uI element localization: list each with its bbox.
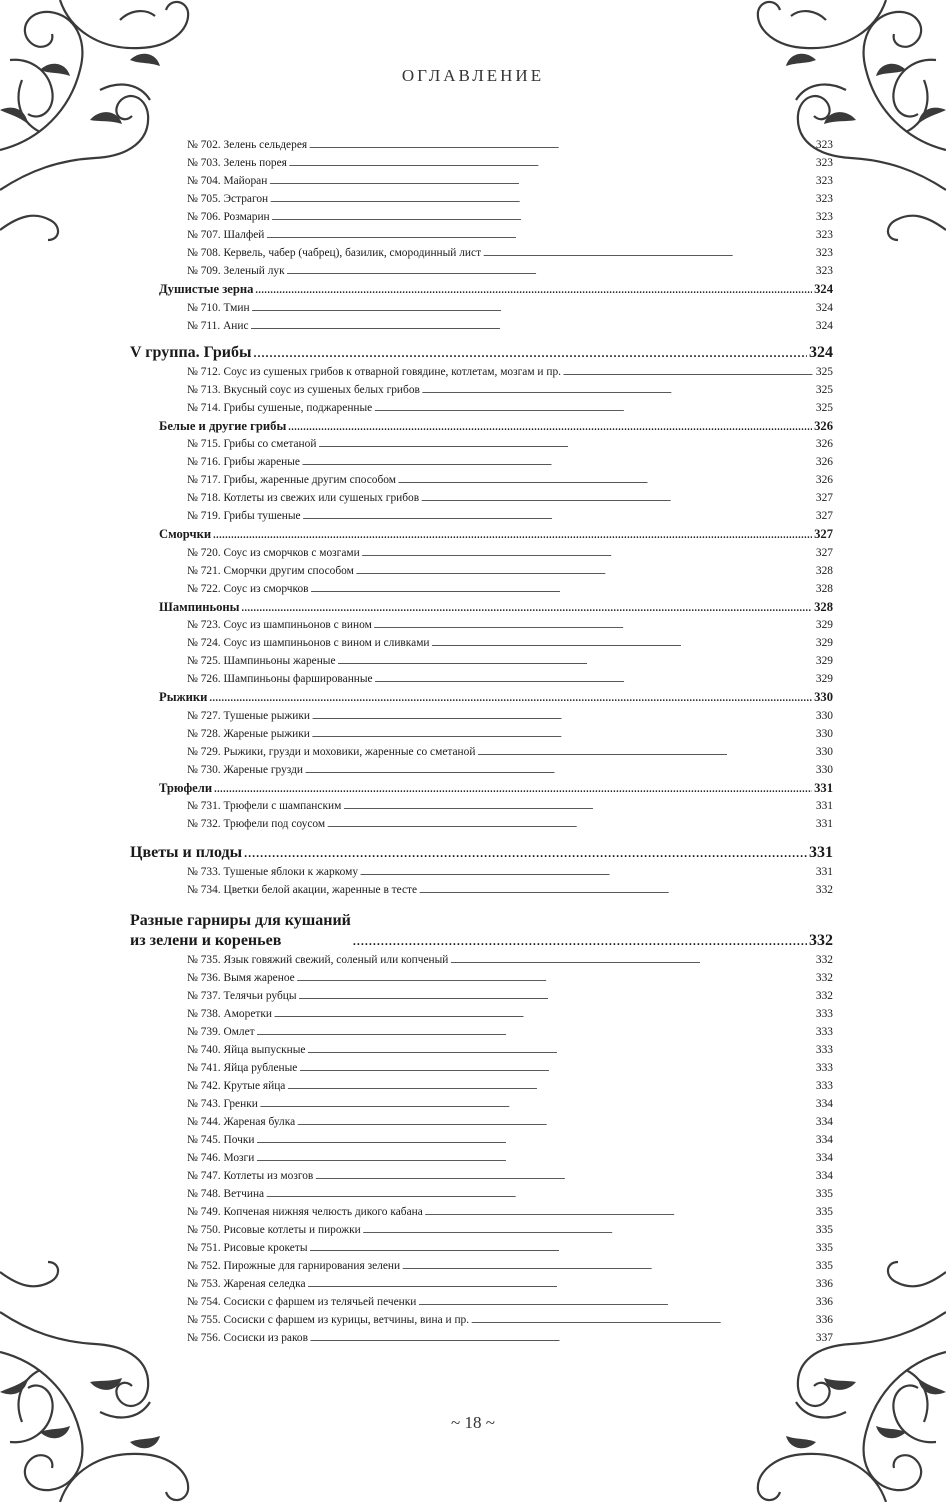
- toc-page-number: 323: [815, 175, 833, 187]
- toc-entry-title: Белые и другие грибы: [159, 418, 287, 433]
- toc-page-number: 333: [815, 1044, 833, 1056]
- toc-page-number: 327: [815, 492, 833, 504]
- toc-entry[interactable]: [130, 1149, 833, 1167]
- toc-entry-title: № 717. Грибы, жаренные другим способом: [187, 474, 396, 486]
- toc-entry-title: № 731. Трюфели с шампанским: [187, 800, 342, 812]
- toc-entry-title: № 727. Тушеные рыжики: [187, 709, 311, 722]
- toc-entry[interactable]: [130, 969, 833, 987]
- toc-entry[interactable]: [130, 299, 833, 317]
- toc-page-number: 332: [815, 972, 833, 984]
- toc-page-number: 323: [815, 229, 833, 241]
- toc-page-number: 329: [815, 637, 833, 649]
- toc-entry[interactable]: [130, 507, 833, 525]
- toc-page-number: 335: [815, 1206, 833, 1218]
- toc-entry[interactable]: [130, 1203, 833, 1221]
- toc-page-number: 326: [815, 474, 833, 486]
- toc-entry[interactable]: [130, 761, 833, 779]
- toc-page-number: 326: [814, 418, 833, 433]
- toc-entry-title: № 753. Жареная селедка: [187, 1278, 306, 1290]
- toc-entry[interactable]: [130, 987, 833, 1005]
- toc-entry[interactable]: [130, 562, 833, 580]
- toc-entry-title: № 732. Трюфели под соусом: [187, 818, 326, 830]
- toc-entry[interactable]: [130, 399, 833, 417]
- toc-entry[interactable]: [130, 190, 833, 208]
- toc-entry-title: № 754. Сосиски с фаршем из телячьей печенки: [187, 1296, 417, 1308]
- toc-entry-title: № 708. Кервель, чабер (чабрец), базилик, смородинный лист: [187, 247, 482, 259]
- toc-entry-title: № 730. Жареные грузди: [187, 763, 303, 776]
- toc-page-number: 326: [815, 438, 833, 450]
- dot-leader: [402, 1257, 814, 1276]
- page-number: ~ 18 ~: [451, 1413, 495, 1432]
- dot-leader: [255, 280, 812, 301]
- toc-entry-title: № 734. Цветки белой акации, жаренные в тесте: [187, 884, 418, 896]
- toc-entry[interactable]: [130, 1023, 833, 1041]
- dot-leader: [260, 1095, 814, 1114]
- dot-leader: [309, 136, 814, 155]
- dot-leader: [242, 598, 813, 619]
- dot-leader: [432, 634, 814, 653]
- dot-leader: [251, 317, 814, 336]
- toc-entry-title: Сморчки: [159, 527, 212, 541]
- toc-entry-title: № 744. Жареная булка: [187, 1116, 296, 1128]
- toc-page-number: 333: [815, 1080, 833, 1092]
- toc-page-number: 334: [815, 1134, 833, 1146]
- dot-leader: [287, 1077, 814, 1096]
- toc-entry[interactable]: [130, 471, 833, 489]
- toc-page-number: 330: [815, 763, 833, 776]
- dot-leader: [253, 343, 807, 363]
- toc-page-number: 325: [815, 401, 833, 414]
- dot-leader: [398, 471, 814, 490]
- dot-leader: [353, 931, 807, 951]
- dot-leader: [297, 969, 814, 988]
- toc-entry[interactable]: [130, 453, 833, 471]
- toc-page-number: 327: [815, 546, 833, 559]
- toc-entry-title: № 745. Почки: [187, 1134, 255, 1146]
- toc-entry[interactable]: [130, 652, 833, 670]
- toc-page-number: 334: [815, 1170, 833, 1182]
- toc-page-number: 330: [815, 745, 833, 758]
- toc-page-number: 331: [809, 844, 833, 861]
- dot-leader: [299, 987, 814, 1006]
- toc-entry[interactable]: [130, 580, 833, 598]
- toc-page-number: 330: [814, 690, 833, 704]
- toc-entry-title: № 747. Котлеты из мозгов: [187, 1170, 314, 1182]
- toc-page-number: 329: [815, 655, 833, 667]
- dot-leader: [327, 815, 814, 834]
- toc-page-number: 333: [815, 1008, 833, 1020]
- toc-page-number: 332: [809, 932, 833, 949]
- toc-entry-title: № 720. Соус из сморчков с мозгами: [187, 546, 360, 559]
- toc-page-number: 329: [815, 673, 833, 685]
- dot-leader: [374, 399, 814, 418]
- dot-leader: [318, 435, 813, 454]
- toc-entry[interactable]: [130, 1041, 833, 1059]
- toc-page-number: 323: [815, 247, 833, 259]
- toc-entry-title: № 735. Язык говяжий свежий, соленый или копченый: [187, 954, 449, 966]
- toc-entry-title: № 702. Зелень сельдерея: [187, 139, 308, 151]
- toc-entry[interactable]: [130, 1005, 833, 1023]
- dot-leader: [374, 616, 814, 635]
- toc-subsection[interactable]: [130, 779, 833, 798]
- dot-leader: [315, 1167, 814, 1186]
- dot-leader: [450, 951, 814, 970]
- dot-leader: [477, 743, 813, 762]
- toc-entry[interactable]: [130, 634, 833, 652]
- toc-entry-title: № 710. Тмин: [187, 301, 250, 314]
- toc-page-number: 332: [815, 990, 833, 1002]
- toc-entry-title: Душистые зерна: [159, 282, 254, 296]
- toc-entry[interactable]: [130, 544, 833, 562]
- toc-entry-title: V группа. Грибы: [130, 343, 252, 361]
- dot-leader: [363, 1221, 814, 1240]
- dot-leader: [311, 580, 814, 599]
- toc-entry-title: № 713. Вкусный соус из сушеных белых грибов: [187, 383, 420, 396]
- toc-entry-title: № 737. Телячьи рубцы: [187, 990, 297, 1002]
- toc-entry-title: № 723. Соус из шампиньонов с вином: [187, 619, 372, 631]
- toc-entry-title: Трюфели: [159, 780, 213, 795]
- dot-leader: [563, 363, 814, 382]
- toc-entry[interactable]: [130, 244, 833, 262]
- toc-page-number: 327: [814, 527, 833, 541]
- toc-entry-title: № 748. Ветчина: [187, 1188, 265, 1200]
- toc-entry-title: № 704. Майоран: [187, 175, 268, 187]
- toc-entry[interactable]: [130, 670, 833, 688]
- table-of-contents: [130, 136, 833, 1347]
- toc-page-number: 323: [815, 193, 833, 205]
- toc-page-number: 328: [814, 599, 833, 614]
- toc-page-number: 335: [815, 1224, 833, 1236]
- toc-entry-title: № 726. Шампиньоны фаршированные: [187, 673, 373, 685]
- dot-leader: [209, 688, 812, 709]
- toc-entry[interactable]: [130, 1167, 833, 1185]
- toc-page-number: 327: [815, 510, 833, 522]
- toc-page-number: 335: [815, 1260, 833, 1272]
- toc-page-number: 336: [815, 1314, 833, 1326]
- toc-page-number: 333: [815, 1062, 833, 1074]
- toc-entry-title: № 714. Грибы сушеные, поджаренные: [187, 401, 373, 414]
- toc-page-number: 329: [815, 619, 833, 631]
- dot-leader: [356, 562, 814, 581]
- toc-entry-title: № 751. Рисовые крокеты: [187, 1242, 308, 1254]
- toc-entry[interactable]: [130, 1185, 833, 1203]
- toc-entry[interactable]: [130, 1095, 833, 1113]
- dot-leader: [244, 843, 807, 863]
- dot-leader: [269, 172, 814, 191]
- toc-entry[interactable]: [130, 863, 833, 881]
- toc-page-number: 325: [815, 383, 833, 396]
- toc-entry[interactable]: [130, 363, 833, 381]
- toc-entry-title: № 712. Соус из сушеных грибов к отварной говядине, котлетам, мозгам и пр.: [187, 365, 561, 378]
- toc-entry[interactable]: [130, 1131, 833, 1149]
- dot-leader: [483, 244, 814, 263]
- toc-subsection[interactable]: [130, 280, 833, 299]
- toc-subsection[interactable]: [130, 688, 833, 707]
- toc-entry[interactable]: [130, 815, 833, 833]
- dot-leader: [252, 299, 814, 318]
- dot-leader: [214, 779, 812, 800]
- toc-entry-title: № 740. Яйца выпускные: [187, 1044, 306, 1056]
- toc-page-number: 323: [815, 211, 833, 223]
- dot-leader: [360, 863, 814, 882]
- toc-page-number: 324: [815, 301, 833, 314]
- toc-entry-title: № 721. Сморчки другим способом: [187, 564, 354, 577]
- toc-entry-title: № 729. Рыжики, грузди и моховики, жаренные со сметаной: [187, 745, 476, 758]
- toc-entry[interactable]: [130, 136, 833, 154]
- toc-entry-title: [130, 911, 351, 951]
- dot-leader: [375, 670, 814, 689]
- toc-page-number: 325: [815, 365, 833, 378]
- dot-leader: [338, 652, 814, 671]
- toc-entry-title: № 752. Пирожные для гарнирования зелени: [187, 1260, 401, 1272]
- toc-page-number: 330: [815, 727, 833, 740]
- toc-page-number: 335: [815, 1242, 833, 1254]
- toc-entry[interactable]: [130, 208, 833, 226]
- toc-page-number: 331: [815, 800, 833, 812]
- page-title: ОГЛАВЛЕНИЕ: [401, 66, 545, 85]
- toc-subsection[interactable]: [130, 417, 833, 436]
- toc-entry-title: № 728. Жареные рыжики: [187, 727, 310, 740]
- toc-page-number: 335: [815, 1188, 833, 1200]
- dot-leader: [303, 507, 814, 526]
- toc-entry[interactable]: [130, 226, 833, 244]
- toc-entry[interactable]: [130, 1257, 833, 1275]
- dot-leader: [289, 154, 814, 173]
- dot-leader: [257, 1023, 814, 1042]
- toc-page-number: 332: [815, 954, 833, 966]
- dot-leader: [310, 1329, 814, 1348]
- toc-entry-title: № 706. Розмарин: [187, 211, 270, 223]
- dot-leader: [308, 1275, 814, 1294]
- dot-leader: [422, 381, 814, 400]
- toc-entry[interactable]: [130, 743, 833, 761]
- dot-leader: [343, 797, 814, 816]
- toc-entry-title: № 746. Мозги: [187, 1152, 255, 1164]
- toc-entry[interactable]: [130, 1311, 833, 1329]
- dot-leader: [307, 1041, 814, 1060]
- toc-entry-title: № 736. Вымя жареное: [187, 972, 295, 984]
- toc-page-number: 334: [815, 1116, 833, 1128]
- dot-leader: [256, 1131, 813, 1150]
- toc-entry-title: № 749. Копченая нижняя челюсть дикого кабана: [187, 1206, 423, 1218]
- toc-page-number: 324: [815, 319, 833, 332]
- toc-page-number: 336: [815, 1296, 833, 1308]
- toc-page-number: 332: [815, 884, 833, 896]
- toc-entry-title: № 718. Котлеты из свежих или сушеных грибов: [187, 492, 420, 504]
- toc-group-heading[interactable]: [130, 911, 833, 951]
- dot-leader: [266, 226, 814, 245]
- toc-entry-title: № 739. Омлет: [187, 1026, 255, 1038]
- toc-entry[interactable]: [130, 262, 833, 280]
- toc-entry-title: № 719. Грибы тушеные: [187, 510, 301, 522]
- toc-page-number: 324: [814, 282, 833, 296]
- dot-leader: [419, 881, 814, 900]
- toc-entry[interactable]: [130, 951, 833, 969]
- toc-entry-title: № 738. Аморетки: [187, 1008, 272, 1020]
- toc-entry-title: № 707. Шалфей: [187, 229, 265, 241]
- dot-leader: [418, 1293, 814, 1312]
- toc-entry-title: № 755. Сосиски с фаршем из курицы, ветчины, вина и пр.: [187, 1314, 470, 1326]
- toc-page-number: 336: [815, 1278, 833, 1290]
- toc-entry[interactable]: [130, 381, 833, 399]
- toc-page-number: 333: [815, 1026, 833, 1038]
- toc-entry-title: № 741. Яйца рубленые: [187, 1062, 298, 1074]
- toc-entry[interactable]: [130, 1077, 833, 1095]
- dot-leader: [299, 1059, 814, 1078]
- toc-entry-title: № 709. Зеленый лук: [187, 265, 285, 277]
- toc-entry-title: № 733. Тушеные яблоки к жаркому: [187, 866, 359, 878]
- dot-leader: [305, 761, 814, 780]
- dot-leader: [213, 525, 812, 546]
- toc-entry[interactable]: [130, 1059, 833, 1077]
- toc-entry[interactable]: [130, 1293, 833, 1311]
- toc-entry-title: Шампиньоны: [159, 599, 240, 614]
- toc-entry-title: № 722. Соус из сморчков: [187, 582, 309, 595]
- toc-entry-title: № 725. Шампиньоны жареные: [187, 655, 336, 667]
- toc-page-number: 328: [815, 582, 833, 595]
- toc-entry[interactable]: [130, 1329, 833, 1347]
- toc-entry-title: № 715. Грибы со сметаной: [187, 438, 317, 450]
- dot-leader: [312, 725, 814, 744]
- toc-page-number: 334: [815, 1152, 833, 1164]
- toc-entry-title: Рыжики: [159, 690, 208, 704]
- toc-entry-title: № 743. Гренки: [187, 1098, 258, 1110]
- dot-leader: [272, 208, 814, 227]
- toc-page-number: 334: [815, 1098, 833, 1110]
- dot-leader: [421, 489, 814, 508]
- toc-page-number: 331: [814, 780, 833, 795]
- toc-entry-title: № 724. Соус из шампиньонов с вином и сливками: [187, 637, 430, 649]
- toc-entry[interactable]: [130, 707, 833, 725]
- toc-entry-title-line2: из зелени и кореньев: [130, 932, 282, 949]
- toc-page-number: 331: [815, 866, 833, 878]
- toc-entry[interactable]: [130, 1221, 833, 1239]
- toc-entry-title: № 705. Эстрагон: [187, 193, 269, 205]
- toc-entry[interactable]: [130, 1239, 833, 1257]
- dot-leader: [288, 417, 812, 438]
- toc-page-number: 337: [815, 1332, 833, 1344]
- toc-page-number: 324: [809, 343, 833, 361]
- dot-leader: [471, 1311, 814, 1330]
- toc-page-number: 323: [815, 139, 833, 151]
- toc-entry[interactable]: [130, 317, 833, 335]
- toc-entry[interactable]: [130, 435, 833, 453]
- dot-leader: [270, 190, 814, 209]
- dot-leader: [274, 1005, 814, 1024]
- toc-entry[interactable]: [130, 616, 833, 634]
- toc-subsection[interactable]: [130, 598, 833, 617]
- toc-group-heading[interactable]: [130, 843, 833, 863]
- toc-entry-title: № 716. Грибы жареные: [187, 456, 300, 468]
- toc-entry[interactable]: [130, 725, 833, 743]
- toc-entry[interactable]: [130, 489, 833, 507]
- toc-page-number: 331: [815, 818, 833, 830]
- toc-page-number: 323: [815, 157, 833, 169]
- toc-entry[interactable]: [130, 172, 833, 190]
- dot-leader: [266, 1185, 814, 1204]
- dot-leader: [425, 1203, 814, 1222]
- toc-entry[interactable]: [130, 797, 833, 815]
- toc-page-number: 328: [815, 564, 833, 577]
- dot-leader: [362, 544, 814, 563]
- toc-entry-title: № 742. Крутые яйца: [187, 1080, 286, 1092]
- dot-leader: [297, 1113, 814, 1132]
- toc-entry[interactable]: [130, 881, 833, 899]
- toc-entry-title: № 750. Рисовые котлеты и пирожки: [187, 1224, 361, 1236]
- toc-entry[interactable]: [130, 1275, 833, 1293]
- toc-page-number: 323: [815, 265, 833, 277]
- dot-leader: [256, 1149, 814, 1168]
- toc-page-number: 326: [815, 456, 833, 468]
- toc-group-heading[interactable]: [130, 343, 833, 363]
- toc-entry-title: № 756. Сосиски из раков: [187, 1332, 308, 1344]
- toc-entry[interactable]: [130, 154, 833, 172]
- dot-leader: [312, 707, 814, 726]
- toc-subsection[interactable]: [130, 525, 833, 544]
- dot-leader: [309, 1239, 813, 1258]
- toc-entry-title: № 703. Зелень порея: [187, 157, 287, 169]
- toc-entry-title: Цветы и плоды: [130, 844, 243, 861]
- dot-leader: [287, 262, 814, 281]
- toc-page-number: 330: [815, 709, 833, 722]
- toc-entry-title-line1: Разные гарниры для кушаний: [130, 912, 351, 929]
- toc-entry-title: № 711. Анис: [187, 319, 249, 332]
- toc-entry[interactable]: [130, 1113, 833, 1131]
- dot-leader: [302, 453, 814, 472]
